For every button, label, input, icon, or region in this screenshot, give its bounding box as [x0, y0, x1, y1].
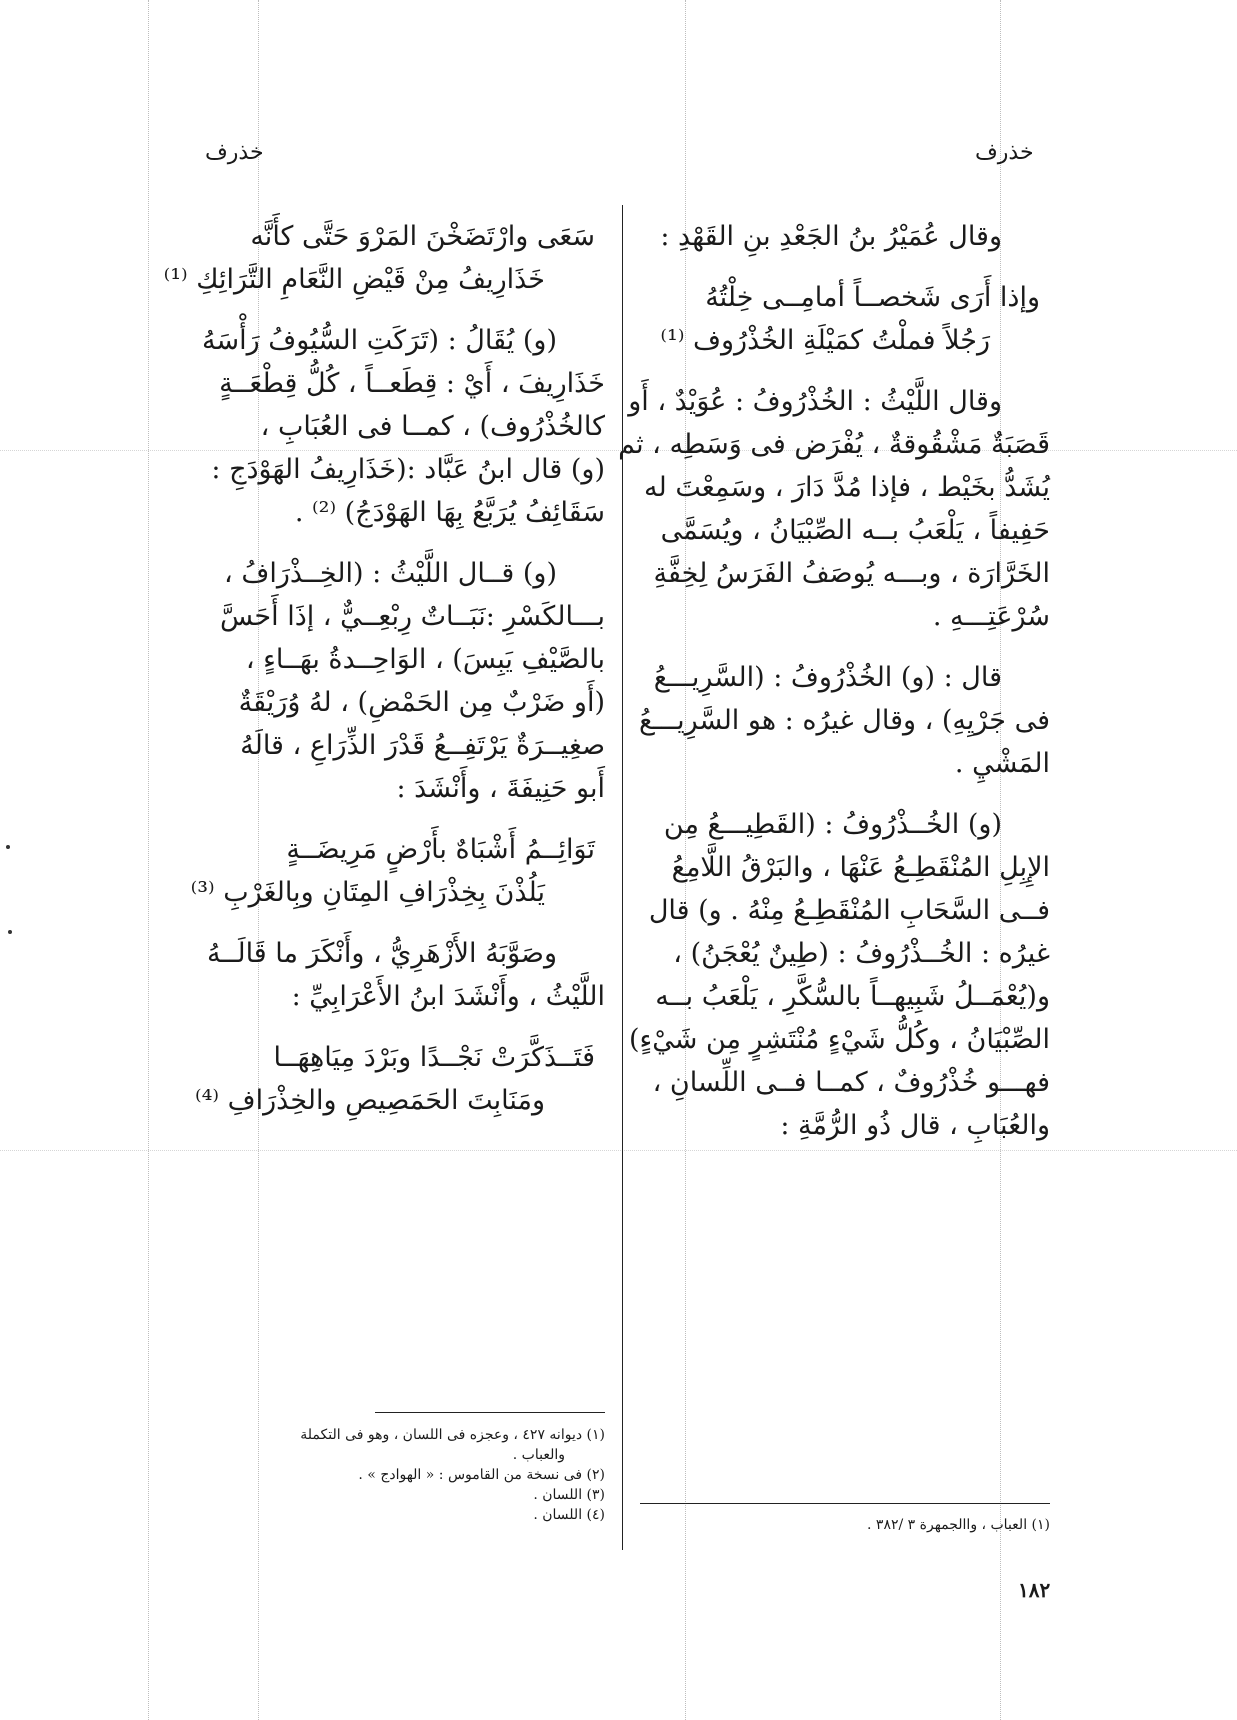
block-gap — [155, 534, 605, 552]
right-footnotes — [640, 1515, 1050, 1535]
text-line: أَبو حَنِيفَةَ ، وأَنْشَدَ : — [396, 773, 605, 804]
text-line: بالصَّيْفِ يَبِسَ) ، الوَاحِــدةُ بهَــاءٍ ، — [245, 644, 605, 675]
verse-line: رَجُلاً فملْتُ كمَيْلَةِ الخُذْرُوف ⁽¹⁾ — [660, 325, 990, 356]
text-line: والعُبَابِ ، قال ذُو الرُّمَّةِ : — [780, 1110, 1050, 1141]
footnote-rule — [640, 1503, 1050, 1504]
text-line: فى جَرْيِهِ) ، وقال غيرُه : هو السَّرِيـــعُ — [638, 705, 1050, 736]
footnote: (١) العباب ، واالجمهرة ٣ /٣٨٢ . — [867, 1517, 1050, 1533]
text-line: غيرُه : الخُــذْرُوفُ : (طِينٌ يُعْجَنُ) ، — [673, 938, 1050, 969]
header-left: خذرف — [205, 140, 264, 165]
verse-line: تَوَائِــمُ أَشْبَاهٌ بأَرْضٍ مَرِيضَــةٍ — [286, 834, 595, 865]
page-number: ١٨٢ — [1018, 1578, 1051, 1602]
verse-line: وإذا أَرَى شَخصــاً أمامِــى خِلْتُهُ — [705, 282, 1040, 313]
text-line: كالخُذْرُوف) ، كمــا فى العُبَابِ ، — [260, 411, 605, 442]
text-line: (أَو ضَرْبٌ مِن الحَمْضِ) ، لهُ وُرَيْقَةٌ — [238, 687, 605, 718]
text-line: وقال اللَّيْثُ : الخُذْرُوفُ : عُوَيْدٌ ، أَو — [628, 386, 1002, 417]
left-column — [155, 215, 605, 1122]
fold-line — [148, 0, 149, 1720]
text-line: الخَرَّارَة ، وبـــه يُوصَفُ الفَرَسُ لِخِفَّةِ — [653, 558, 1050, 589]
scan-speck — [8, 930, 12, 934]
verse-line: سَعَى وارْتَضَخْنَ المَرْوَ حَتَّى كأَنَّه — [250, 221, 595, 252]
footnote: (٢) فى نسخة من القاموس : « الهوادج » . — [358, 1467, 605, 1483]
text-line: و(يُعْمَــلُ شَبِيهــاً بالسُّكَّرِ ، يَلْعَبُ بــه — [655, 981, 1050, 1012]
verse-line: فَتَــذَكَّرَتْ نَجْــدًا وبَرْدَ مِيَاهِهَــا — [273, 1042, 595, 1073]
block-gap — [640, 258, 1050, 276]
block-gap — [640, 362, 1050, 380]
verse-line: ومَنَابِتَ الحَمَصِيصِ والخِذْرَافِ ⁽⁴⁾ — [194, 1085, 545, 1116]
text-line: (و) قــال اللَّيْثُ : (الخِــذْرَافُ ، — [224, 558, 557, 589]
text-line: حَفِيفاً ، يَلْعَبُ بــه الصِّبْيَانُ ، ويُسَمَّى — [660, 515, 1050, 546]
left-footnotes — [155, 1425, 605, 1525]
footnote: (٣) اللسان . — [533, 1487, 605, 1503]
text-line: صغِيــرَةٌ يَرْتَفِــعُ قَدْرَ الذِّرَاعِ ، قالَهُ — [240, 730, 605, 761]
block-gap — [155, 914, 605, 932]
text-line: الصِّبْيَانُ ، وكُلُّ شَيْءٍ مُنْتَشِرٍ مِن شَيْءٍ) — [629, 1024, 1050, 1055]
scan-speck — [6, 845, 10, 849]
column-divider — [622, 205, 623, 1550]
text-line: خَذَارِيفَ ، أَيْ : قِطَعــاً ، كُلُّ قِطْعَــةٍ — [219, 368, 605, 399]
footnote: (٤) اللسان . — [533, 1507, 605, 1523]
text-line: (و) يُقَالُ : (تَرَكَتِ السُّيُوفُ رَأْسَهُ — [202, 325, 557, 356]
text-line: المَشْيِ . — [954, 748, 1050, 779]
block-gap — [640, 785, 1050, 803]
verse-line: يَلُذْنَ بِخِذْرَافِ المِتَانِ وبِالغَرْبِ ⁽³⁾ — [190, 877, 545, 908]
text-line: فــى السَّحَابِ المُنْقَطِـعُ مِنْهُ . و) قال — [648, 895, 1050, 926]
text-line: (و) الخُــذْرُوفُ : (القَطِيـــعُ مِن — [663, 809, 1002, 840]
text-line: فهـــو خُذْرُوفٌ ، كمــا فــى اللِّسانِ ، — [652, 1067, 1050, 1098]
text-line: (و) قال ابنُ عَبَّاد :(خَذَارِيفُ الهَوْدَجِ : — [211, 454, 605, 485]
block-gap — [640, 638, 1050, 656]
text-line: بـــالكَسْرِ :نَبَــاتٌ رِبْعِــيٌّ ، إذَا أَحَسَّ — [220, 601, 605, 632]
verse-line: خَذَارِيفُ مِنْ قَيْضِ النَّعَامِ التَّرَائِكِ ⁽¹⁾ — [163, 264, 545, 295]
text-line: قَصَبَةٌ مَشْقُوقةٌ ، يُفْرَض فى وَسَطِه ، ثم — [618, 429, 1050, 460]
footnote-rule — [375, 1412, 605, 1413]
right-column — [618, 215, 1050, 1147]
header-right: خذرف — [975, 140, 1034, 165]
grid-line — [0, 1150, 1237, 1151]
block-gap — [155, 301, 605, 319]
block-gap — [155, 810, 605, 828]
text-line: وقال عُمَيْرُ بنُ الجَعْدِ بنِ القَهْدِ : — [660, 221, 1002, 252]
text-line: وصَوَّبَهُ الأَزْهَرِيُّ ، وأَنْكَرَ ما قَالَــهُ — [207, 938, 557, 969]
text-line: قال : (و) الخُذْرُوفُ : (السَّرِيـــعُ — [653, 662, 1002, 693]
text-line: الإِبِلِ المُنْقَطِـعُ عَنْهَا ، والبَرْقُ اللَّامِعُ — [671, 852, 1050, 883]
footnote: (١) ديوانه ٤٢٧ ، وعجزه فى اللسان ، وهو فى التكملة — [300, 1427, 605, 1443]
block-gap — [155, 1018, 605, 1036]
footnote: والعباب . — [512, 1447, 565, 1463]
text-line: اللَّيْثُ ، وأَنْشَدَ ابنُ الأَعْرَابِيِّ : — [291, 981, 605, 1012]
text-line: يُشَدُّ بخَيْط ، فإذا مُدَّ دَارَ ، وسَمِعْتَ له — [644, 472, 1050, 503]
text-line: سُرْعَتِـــهِ . — [932, 601, 1050, 632]
text-line: سَقَائِفُ يُرَبَّعُ بِهَا الهَوْدَجُ) ⁽²⁾ . — [294, 497, 605, 528]
